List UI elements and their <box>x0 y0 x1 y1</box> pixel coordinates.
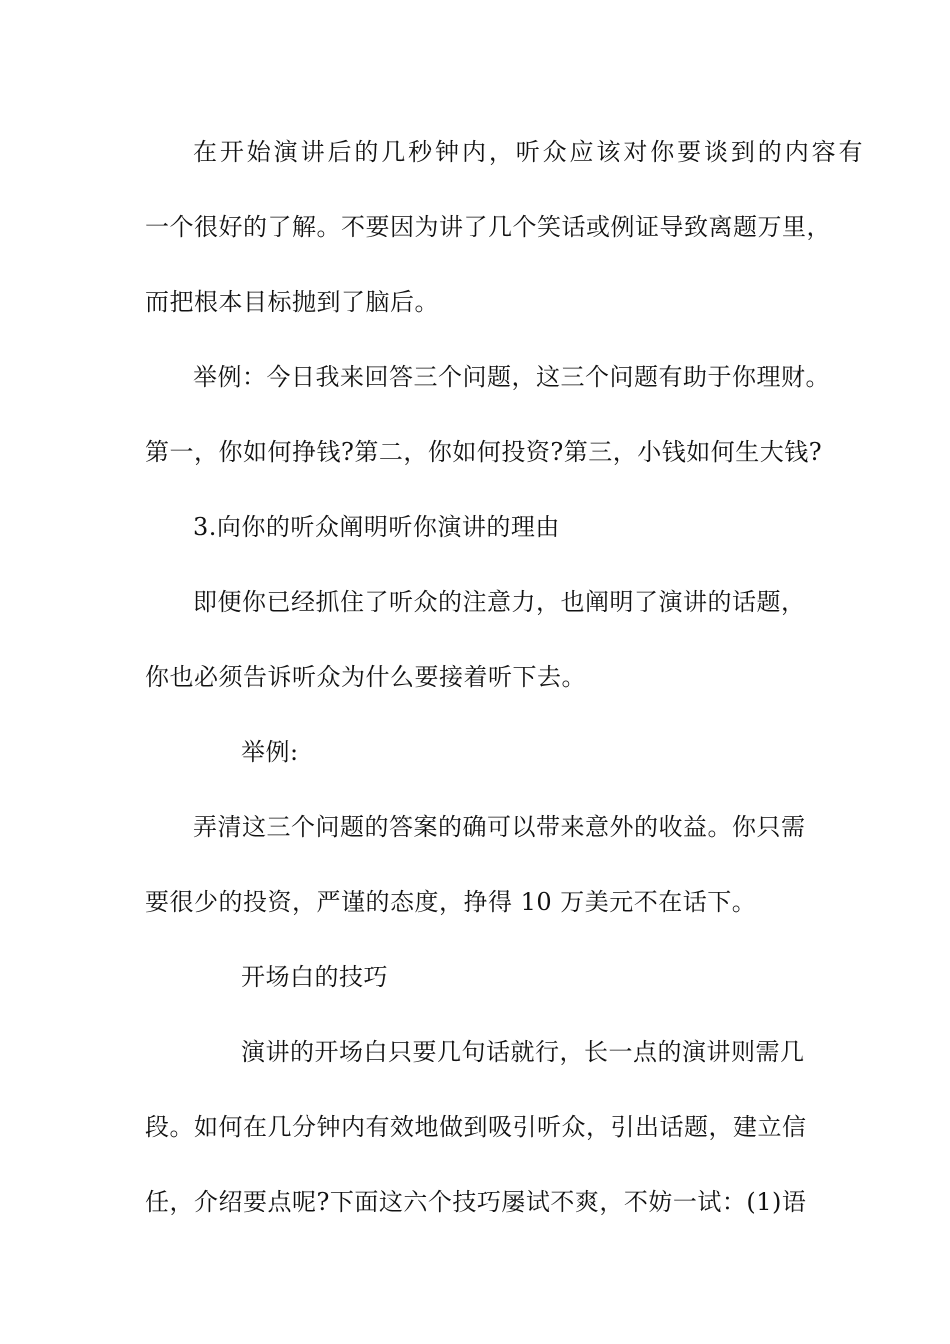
paragraph-line: 演讲的开场白只要几句话就行，长一点的演讲则需几 <box>241 1038 805 1066</box>
paragraph-line: 即便你已经抓住了听众的注意力，也阐明了演讲的话题， <box>193 588 806 616</box>
paragraph-line: 弄清这三个问题的答案的确可以带来意外的收益。你只需 <box>193 813 806 841</box>
paragraph-line: 任，介绍要点呢?下面这六个技巧屡试不爽，不妨一试：(1)语 <box>145 1188 807 1216</box>
paragraph-line: 第一，你如何挣钱?第二，你如何投资?第三，小钱如何生大钱? <box>145 438 823 466</box>
paragraph-line: 段。如何在几分钟内有效地做到吸引听众，引出话题，建立信 <box>145 1113 807 1141</box>
paragraph-line: 你也必须告诉听众为什么要接着听下去。 <box>145 663 586 691</box>
paragraph-line: 要很少的投资，严谨的态度，挣得 10 万美元不在话下。 <box>145 888 757 916</box>
example-label: 举例: <box>241 738 299 766</box>
paragraph-line: 在开始演讲后的几秒钟内，听众应该对你要谈到的内容有 <box>193 138 863 166</box>
section-heading: 3.向你的听众阐明听你演讲的理由 <box>193 513 560 541</box>
paragraph-line: 举例：今日我来回答三个问题，这三个问题有助于你理财。 <box>193 363 830 391</box>
section-heading: 开场白的技巧 <box>241 963 388 991</box>
paragraph-line: 而把根本目标抛到了脑后。 <box>145 288 439 316</box>
paragraph-line: 一个很好的了解。不要因为讲了几个笑话或例证导致离题万里， <box>145 213 831 241</box>
